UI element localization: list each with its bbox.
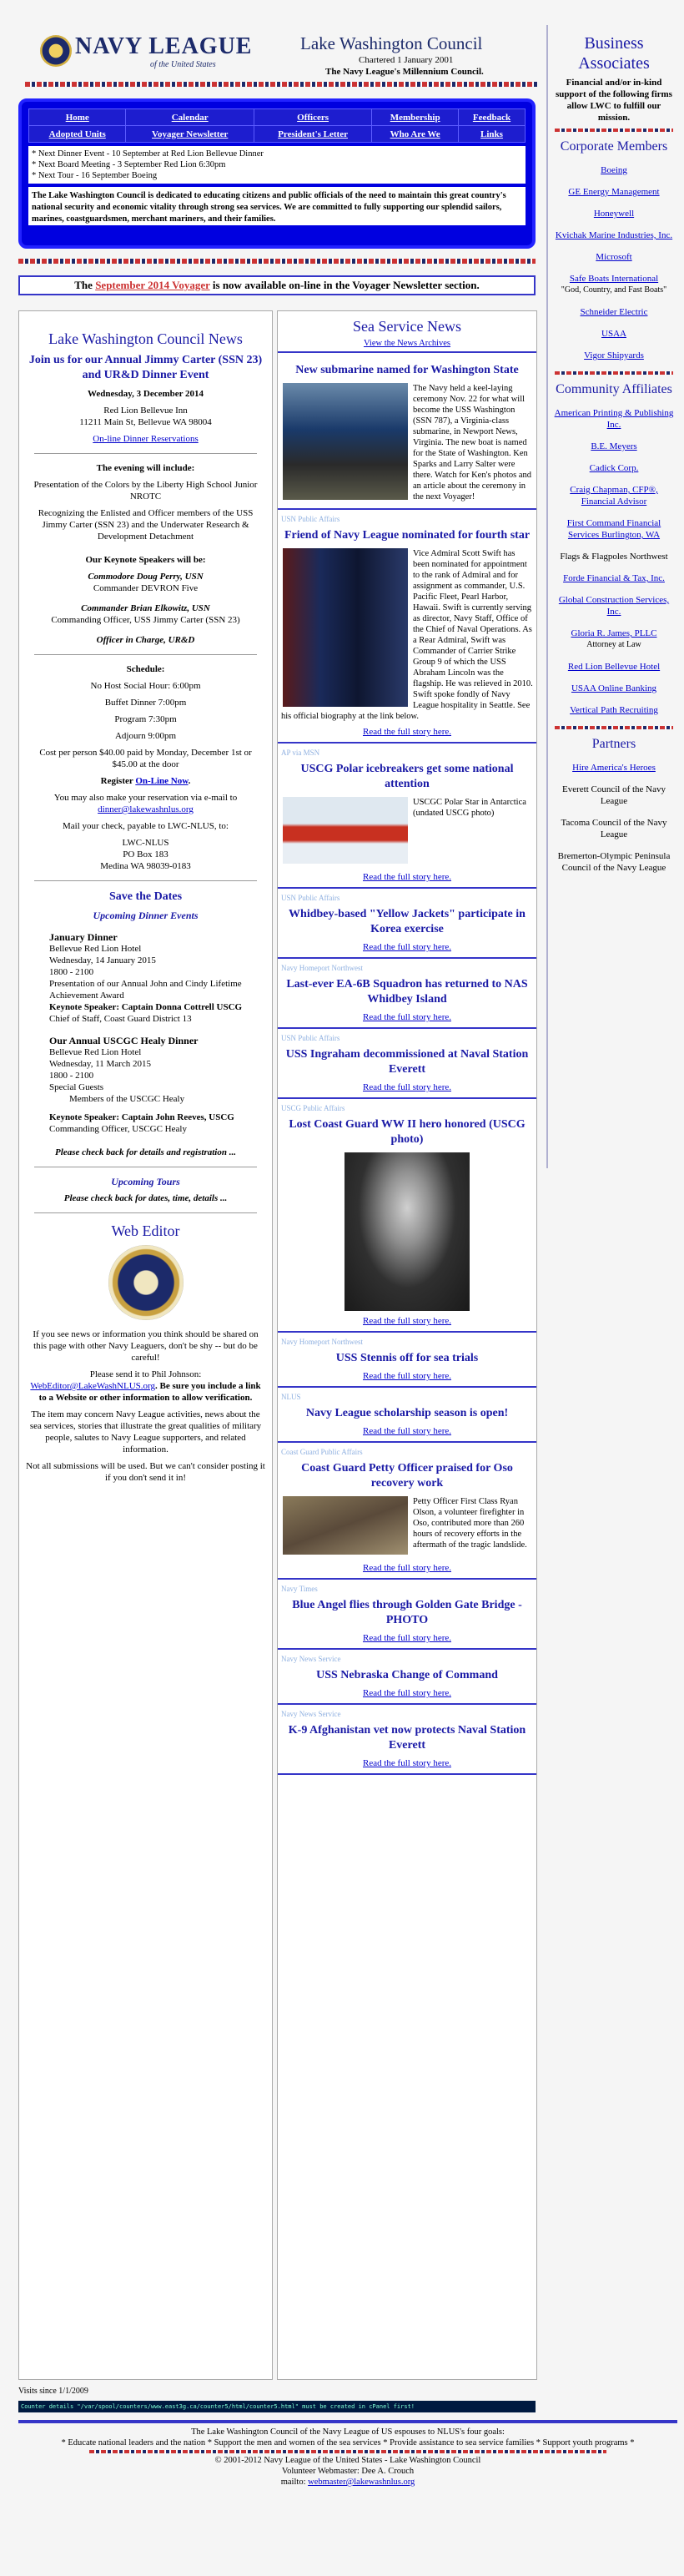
nav-membership[interactable]: Membership [372, 109, 459, 126]
upcoming-dinners-heading: Upcoming Dinner Events [93, 910, 199, 921]
voyager-link[interactable]: September 2014 Voyager [95, 279, 210, 291]
read-more-link[interactable]: Read the full story here. [363, 1688, 451, 1698]
navy-league-seal-logo [40, 35, 72, 67]
navy-league-emblem [108, 1245, 184, 1320]
mission-statement: The Lake Washington Council is dedicated to educating citizens and public officials of the need to maintain this great country's national security and economic vitality through strong sea services. We are committed to fully supporting our splendid sailors, marines, coastguardsmen, merchant mariners, and their families. [28, 187, 526, 225]
nav-home[interactable]: Home [29, 109, 126, 126]
read-more-link[interactable]: Read the full story here. [363, 872, 451, 882]
web-editor-email-link[interactable]: WebEditor@LakeWashNLUS.org [30, 1381, 155, 1391]
register-online-link[interactable]: On-Line Now [135, 776, 189, 786]
news-title: USCG Polar icebreakers get some national attention [300, 763, 514, 790]
affiliate-link[interactable]: Gloria R. James, PLLC [571, 628, 657, 638]
read-more-link[interactable]: Read the full story here. [363, 942, 451, 952]
affiliate-link[interactable]: Global Construction Services, Inc. [558, 595, 670, 617]
affiliate-link[interactable]: B.E. Meyers [591, 441, 637, 451]
healy-dinner-heading: Our Annual USCGC Healy Dinner [49, 1035, 199, 1046]
affiliate-link[interactable]: USAA Online Banking [571, 683, 657, 693]
january-dinner-heading: January Dinner [49, 931, 118, 943]
read-more-link[interactable]: Read the full story here. [363, 1316, 451, 1326]
nav-officers[interactable]: Officers [254, 109, 371, 126]
sponsor-link[interactable]: Safe Boats International [569, 274, 659, 284]
nav-voyager-newsletter[interactable]: Voyager Newsletter [126, 126, 254, 143]
speakers-heading: Our Keynote Speakers will be: [85, 555, 206, 565]
affiliate-link[interactable]: American Printing & Publishing Inc. [554, 408, 674, 430]
sponsor-link[interactable]: USAA [601, 329, 626, 339]
nav-table [28, 108, 526, 143]
sponsor-link[interactable]: Boeing [601, 165, 627, 175]
sponsor-link[interactable]: GE Energy Management [568, 187, 660, 197]
nav-who-are-we[interactable]: Who Are We [372, 126, 459, 143]
web-editor-heading: Web Editor [111, 1222, 180, 1239]
schedule-heading: Schedule: [126, 664, 165, 674]
read-more-link[interactable]: Read the full story here. [363, 1758, 451, 1768]
sidebar-stripe [555, 129, 673, 132]
sponsor-link[interactable]: Kvichak Marine Industries, Inc. [555, 230, 673, 240]
nav-adopted-units[interactable]: Adopted Units [29, 126, 126, 143]
sponsor-link[interactable]: Schneider Electric [580, 307, 648, 317]
nav-presidents-letter[interactable]: President's Letter [254, 126, 371, 143]
sponsor-link[interactable]: Microsoft [596, 252, 632, 262]
news-title: Blue Angel flies through Golden Gate Bridge - PHOTO [292, 1599, 522, 1626]
council-news-column: Lake Washington Council News Join us for our Annual Jimmy Carter (SSN 23) and UR&D Dinner Event Wednesday, 3 December 2014 Red Lion Bellevue Inn 11211 Main St, Bellevue WA 98004 On-line Dinner Reservations The evening will include: Presentation of the Colors by the Liberty High School Junior NROTC Recognizing the Enlisted and Officer members of the USS Jimmy Carter (SSN 23) and the Underwater Research & Development Detachment Our Keynote Speakers will be: Commodore Doug Perry, USN Commander DEVRON Five Commander Brian Elkowitz, USN Commanding Officer, USS Jimmy Carter (SSN 23) Officer in Charge, UR&D Schedule: No Host Social Hour: 6:00pm Buffet Dinner 7:00pm Program 7:30pm Adjourn 9:00pm Cost per person $40.00 paid by Monday, December 1st or $45.00 at the door Register On-Line Now. You may also make your reservation via e-mail to dinner@lakewashnlus.org Mail your check, payable to LWC-NLUS, to: LWC-NLUS PO Box 183 Medina WA 98039-0183 Save the Dates Upcoming Dinner Events January Dinner Bellevue Red Lion Hotel Wednesday, 14 January 2015 1800 - 2100 Presentation of our Annual John and Cindy Lifetime Achievement Award Keynote Speaker: Captain Donna Cottrell USCG Chief of Staff, Coast Guard District 13 Our Annual USCGC Healy Dinner Bellevue Red Lion Hotel Wednesday, 11 March 2015 1800 - 2100 Special Guests Members of the USCGC Healy Keynote Speaker: Captain John Reeves, USCG Commanding Officer, USCGC Healy Please check back for details and registration ... Upcoming Tours Please check back for dates, time, details ... Web Editor If you see news or information you think should be shared on this page with other Navy Leaguers, don't be shy -- but do be careful! Please send it to Phil Johnson: WebEditor@LakeWashNLUS.org. Be sure you include a link to a Website or other information to allow verification. The item may concern Navy League activities, news about the sea services, stories that illustrate the great qualities of military people, salutes to Navy League supporters, and related information. Not all submissions will be used. But we can't consider posting it if you don't send it in! [18, 310, 273, 2380]
news-title: USS Ingraham decommissioned at Naval Station Everett [285, 1048, 529, 1076]
council-news-title: Lake Washington Council News [48, 330, 243, 347]
divider [34, 1212, 257, 1213]
news-title: Whidbey-based "Yellow Jackets" participate in Korea exercise [289, 908, 526, 935]
news-item: Navy News Service USS Nebraska Change of Command Read the full story here. [278, 1650, 536, 1705]
visit-counter: Counter details "/var/spool/counters/www.east3g.ca/counter5/html/counter5.html" must be created in cPanel first! [18, 2401, 536, 2412]
read-more-link[interactable]: Read the full story here. [363, 1371, 451, 1381]
speaker-name: Officer in Charge, UR&D [96, 635, 195, 645]
news-item: NLUS Navy League scholarship season is open! Read the full story here. [278, 1388, 536, 1443]
news-title: New submarine named for Washington State [295, 364, 519, 376]
schedule-item: No Host Social Hour: 6:00pm [90, 681, 201, 691]
footer-stripe [89, 2450, 606, 2453]
partner-text: Everett Council of the Navy League [561, 784, 666, 806]
sponsor-link[interactable]: Honeywell [593, 209, 635, 219]
affiliate-link[interactable]: Cadick Corp. [589, 463, 639, 473]
footer-bar [18, 2420, 677, 2423]
read-more-link[interactable]: Read the full story here. [363, 1426, 451, 1436]
main-nav-panel [18, 98, 536, 249]
partner-text: Bremerton-Olympic Peninsula Council of the Navy League [557, 851, 671, 873]
news-item: Navy News Service K-9 Afghanistan vet now protects Naval Station Everett Read the full story here. [278, 1705, 536, 1775]
business-associates-heading: Business Associates [578, 34, 650, 73]
logo-subtitle: of the United States [150, 60, 216, 69]
divider [34, 654, 257, 655]
read-more-link[interactable]: Read the full story here. [363, 1563, 451, 1573]
news-item: USN Public Affairs Whidbey-based "Yellow Jackets" participate in Korea exercise Read the full story here. [278, 889, 536, 959]
evening-include-heading: The evening will include: [96, 463, 195, 473]
read-more-link[interactable]: Read the full story here. [363, 727, 451, 737]
mail-check-text: Mail your check, payable to LWC-NLUS, to: [63, 821, 229, 831]
site-header [25, 25, 538, 83]
admiral-swift-photo [283, 548, 408, 707]
news-item: USN Public Affairs Friend of Navy League nominated for fourth star Vice Admiral Scott Swift has been nominated for appointment to the rank of Admiral and for assignment as commander, U.S. Pacific Fleet, Pearl Harbor, Hawaii. Swift is currently serving as director, Navy Staff, Office of the Chief of Naval Operations. As a Rear Admiral, Swift was Commander of Carrier Strike Group 9 of which the USS Abraham Lincoln was the flagship. He was relieved in 2010. Swift spoke fondly of Navy League hospitality in Seattle. See his official biography at the link below. Read the full story here. [278, 510, 536, 744]
webmaster-email-link[interactable]: webmaster@lakewashnlus.org [308, 2478, 415, 2487]
nav-calendar[interactable]: Calendar [126, 109, 254, 126]
next-events-list [28, 146, 526, 184]
nav-stripe [18, 259, 536, 264]
partner-text: Tacoma Council of the Navy League [561, 818, 667, 839]
news-item: USCG Public Affairs Lost Coast Guard WW II hero honored (USCG photo) Read the full story here. [278, 1099, 536, 1333]
news-title: Lost Coast Guard WW II hero honored (USCG photo) [289, 1118, 526, 1146]
polar-star-photo [283, 797, 408, 864]
dinner-event-title: Join us for our Annual Jimmy Carter (SSN 23) and UR&D Dinner Event [28, 354, 263, 381]
sponsor-tagline: "God, Country, and Fast Boats" [561, 285, 667, 295]
speaker-name: Commander Brian Elkowitz, USN [81, 603, 210, 613]
partner-link[interactable]: Hire America's Heroes [572, 763, 656, 773]
partners-heading: Partners [591, 737, 636, 751]
save-dates-heading: Save the Dates [108, 890, 183, 903]
news-item: Coast Guard Public Affairs Coast Guard Petty Officer praised for Oso recovery work Petty Officer First Class Ryan Olson, a volunteer firefighter in Oso, contributed more than 260 hours of recovery efforts in the aftermath of the tragic landslide. Read the full story here. [278, 1443, 536, 1580]
news-item: USN Public Affairs USS Ingraham decommissioned at Naval Station Everett Read the full story here. [278, 1029, 536, 1099]
include-item: Recognizing the Enlisted and Officer members of the USS Jimmy Carter (SSN 23) and the Underwater Research & Development Detachment [38, 508, 254, 542]
upcoming-tours-heading: Upcoming Tours [111, 1176, 180, 1187]
next-dinner-event: * Next Dinner Event - 10 September at Red Lion Bellevue Dinner [32, 149, 264, 159]
voyager-announcement: The September 2014 Voyager is now available on-line in the Voyager Newsletter section. [18, 275, 536, 295]
chartered-date: Chartered 1 January 2001 [359, 55, 454, 65]
news-title: K-9 Afghanistan vet now protects Naval Station Everett [288, 1724, 526, 1752]
read-more-link[interactable]: Read the full story here. [363, 1633, 451, 1643]
speaker-role: Commanding Officer, USS Jimmy Carter (SSN 23) [51, 615, 240, 625]
oso-recovery-photo [283, 1496, 408, 1555]
speaker-role: Commander DEVRON Five [93, 583, 199, 593]
dinner-reservations-link[interactable]: On-line Dinner Reservations [93, 434, 199, 444]
site-footer [18, 2387, 677, 2487]
sidebar-stripe [555, 371, 673, 375]
news-title: Last-ever EA-6B Squadron has returned to NAS Whidbey Island [286, 978, 528, 1006]
include-item: Presentation of the Colors by the Liberty High School Junior NROTC [33, 480, 258, 502]
schedule-item: Program 7:30pm [114, 714, 177, 724]
speaker-name: Commodore Doug Perry, USN [88, 572, 204, 582]
divider [34, 453, 257, 454]
sidebar-stripe [555, 726, 673, 729]
header-stripe [25, 82, 538, 87]
news-item: AP via MSN USCG Polar icebreakers get some national attention USCGC Polar Star in Antarctica (undated USCG photo) Read the full story here. [278, 744, 536, 889]
news-item: New submarine named for Washington State The Navy held a keel-laying ceremony Nov. 22 for what will become the USS Washington (SSN 787), a Virginia-class submarine, in Newport News, Virginia. The new boat is named for the State of Washington. Ken Sparks and Larry Salter were there. Watch for Ken's photos and an article about the ceremony in the next Voyager! [278, 353, 536, 510]
keynote-speaker: Keynote Speaker: Captain John Reeves, USCG [49, 1112, 234, 1122]
news-item: Navy Homeport Northwest Last-ever EA-6B Squadron has returned to NAS Whidbey Island Read the full story here. [278, 959, 536, 1029]
affiliate-subtitle: Attorney at Law [586, 640, 641, 649]
council-title: Lake Washington Council [300, 33, 483, 53]
logo-text: NAVY LEAGUE [75, 33, 253, 59]
affiliate-link[interactable]: Red Lion Bellevue Hotel [567, 662, 661, 672]
millennium-tagline: The Navy League's Millennium Council. [325, 67, 484, 77]
keynote-speaker: Keynote Speaker: Captain Donna Cottrell USCG [49, 1002, 243, 1012]
news-item: Navy Times Blue Angel flies through Golden Gate Bridge - PHOTO Read the full story here. [278, 1580, 536, 1650]
news-item: Navy Homeport Northwest USS Stennis off for sea trials Read the full story here. [278, 1333, 536, 1388]
ww2-hero-photo [345, 1152, 470, 1311]
event-date: Wednesday, 3 December 2014 [87, 389, 204, 399]
sponsor-link[interactable]: Vigor Shipyards [584, 350, 644, 360]
schedule-item: Adjourn 9:00pm [114, 731, 177, 741]
schedule-item: Buffet Dinner 7:00pm [104, 698, 187, 708]
community-affiliates-heading: Community Affiliates [556, 382, 672, 396]
affiliate-link[interactable]: Craig Chapman, CFP®, Financial Advisor [570, 485, 658, 507]
nav-links[interactable]: Links [458, 126, 525, 143]
cost-text: Cost per person $40.00 paid by Monday, December 1st or $45.00 at the door [39, 748, 252, 769]
news-title: USS Stennis off for sea trials [335, 1352, 479, 1364]
corporate-members-heading: Corporate Members [560, 139, 668, 154]
keel-laying-photo [283, 383, 408, 500]
nav-feedback[interactable]: Feedback [458, 109, 525, 126]
read-more-link[interactable]: Read the full story here. [363, 1082, 451, 1092]
news-title: Coast Guard Petty Officer praised for Oso recovery work [301, 1462, 513, 1490]
news-archives-link[interactable]: View the News Archives [363, 339, 451, 348]
next-tour: * Next Tour - 16 September Boeing [32, 171, 158, 180]
nlus-goals: * Educate national leaders and the nation * Support the men and women of the sea services * Provide assistance to sea service families * Support youth programs * [61, 2438, 635, 2447]
mail-address-line: PO Box 183 [123, 849, 168, 860]
venue-name: Red Lion Bellevue Inn [103, 406, 188, 416]
footer-text: The Lake Washington Council of the Navy League of US espouses to NLUS's four goals: * Educate national leaders and the nation * Support the men and women of the sea services * Provide assistance to sea service families * Support youth programs * © 2001-2012 Navy League of the United States - Lake Washington Council Volunteer Webmaster: Dee A. Crouch mailto: webmaster@lakewashnlus.org [18, 2427, 677, 2488]
sea-service-news-title: Sea Service News [353, 318, 461, 335]
venue-address: 11211 Main St, Bellevue WA 98004 [79, 417, 212, 427]
dinner-email-link[interactable]: dinner@lakewashnlus.org [98, 804, 194, 814]
mail-address-line: Medina WA 98039-0183 [100, 861, 191, 871]
next-board-meeting: * Next Board Meeting - 3 September Red Lion 6:30pm [32, 160, 226, 169]
divider [34, 880, 257, 881]
read-more-link[interactable]: Read the full story here. [363, 1012, 451, 1022]
sea-service-news-column [277, 310, 537, 2380]
tours-check-back: Please check back for dates, time, details ... [63, 1193, 228, 1203]
business-associates-text: Financial and/or in-kind support of the following firms allow LWC to fulfill our mission. [556, 78, 672, 123]
affiliate-text: Flags & Flagpoles Northwest [560, 552, 668, 562]
affiliate-link[interactable]: Vertical Path Recruiting [570, 705, 658, 715]
visits-label: Visits since 1/1/2009 [18, 2387, 88, 2396]
mail-address-line: LWC-NLUS [122, 838, 169, 848]
check-back-text: Please check back for details and registration ... [55, 1147, 236, 1157]
email-reservation-text: You may also make your reservation via e-mail to [53, 793, 238, 803]
news-title: USS Nebraska Change of Command [316, 1669, 498, 1681]
copyright: © 2001-2012 Navy League of the United States - Lake Washington Council [214, 2456, 481, 2465]
news-title: Navy League scholarship season is open! [305, 1407, 509, 1419]
webmaster-credit: Volunteer Webmaster: Dee A. Crouch [281, 2467, 415, 2476]
affiliate-link[interactable]: First Command Financial Services Burlington, WA [566, 518, 661, 540]
sponsors-sidebar [546, 25, 680, 1168]
news-title: Friend of Navy League nominated for fourth star [284, 529, 531, 542]
affiliate-link[interactable]: Forde Financial & Tax, Inc. [563, 573, 665, 583]
